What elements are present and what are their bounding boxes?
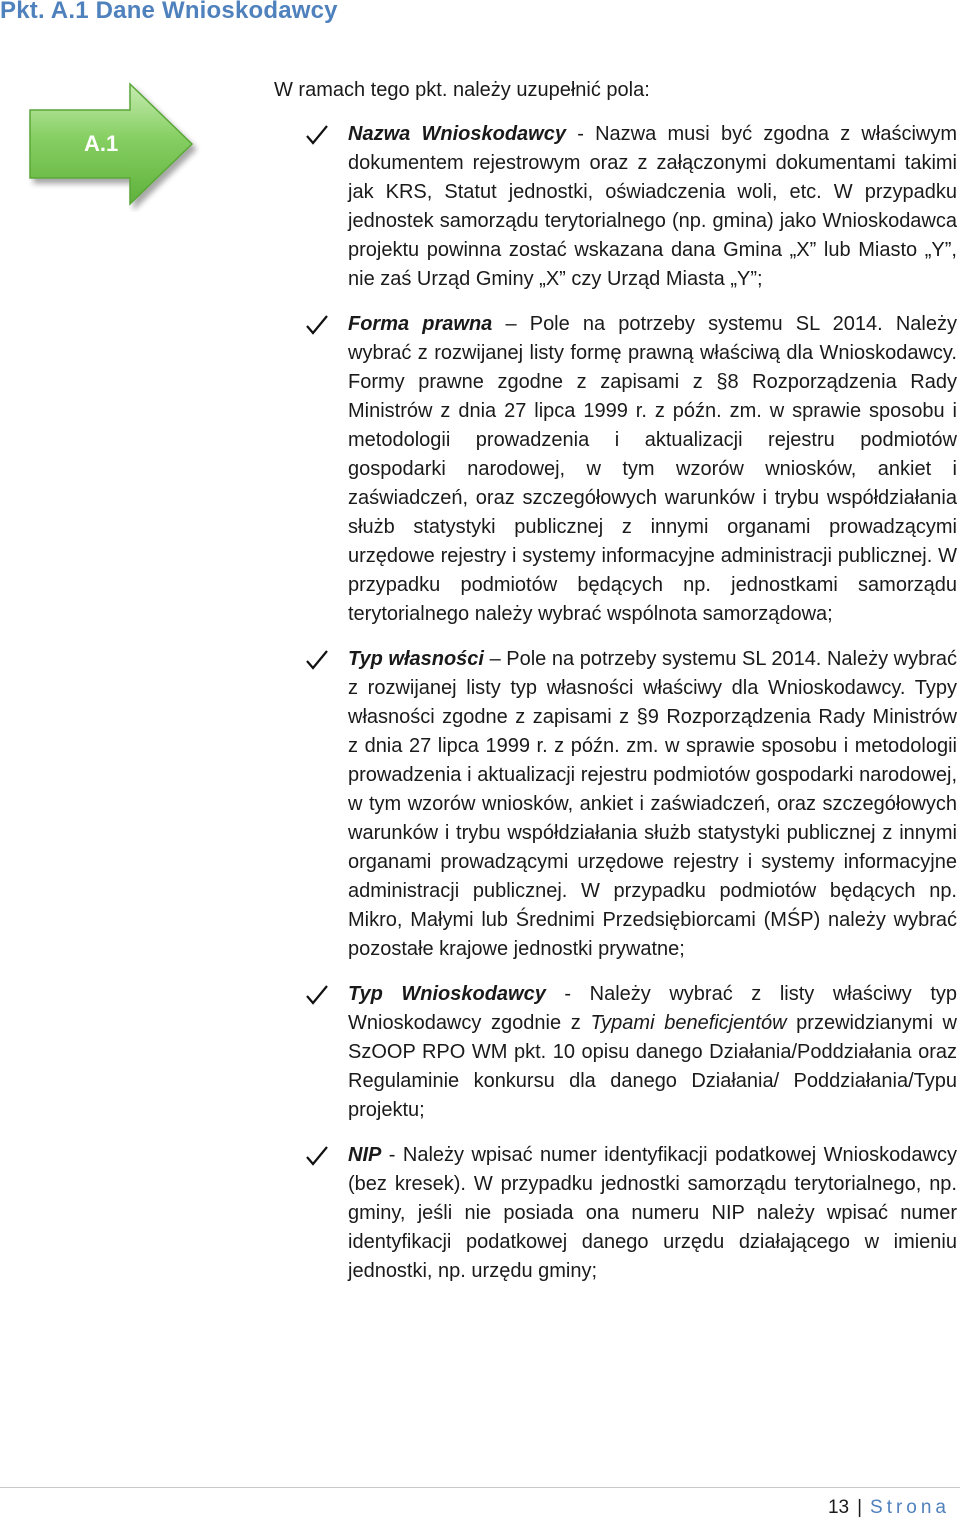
item-text [348,310,957,629]
item-term: Forma prawna [348,313,493,335]
list-item [305,310,957,629]
list-item [305,1141,957,1286]
list-item [305,120,957,294]
item-body: - Nazwa musi być zgodna z właściwym dokumentem rejestrowym oraz z załączonymi dokumentami takimi jak KRS, Statut jednostki, oświadczenia woli, etc. W przypadku jednostek samorządu terytorialnego (np. gmina) jako Wnioskodawca projektu powinna zostać wskazana dana Gmina „X” lub Miasto „Y”, nie zaś Urząd Gminy „X” czy Urząd Miasta „Y”; [348,123,957,290]
list-item [305,980,957,1125]
item-body: - Należy wpisać numer identyfikacji podatkowej Wnioskodawcy (bez kresek). W przypadku jednostki samorządu terytorialnego, np. gminy, jeśli nie posiada ona numeru NIP należy wpisać numer identyfikacji podatkowej danego urzędu działającego w imieniu jednostki, np. urzędu gminy; [348,1144,957,1282]
page-title: Pkt. A.1 Dane Wnioskodawcy [0,0,338,24]
item-term: Typ Wnioskodawcy [348,983,546,1005]
item-term: Typ własności [348,648,484,670]
check-icon [305,314,329,336]
item-body: przewidzianymi w SzOOP RPO WM pkt. 10 opisu danego Działania/Poddziałania oraz Regulaminie konkursu dla danego Działania/ Poddziałania/Typu projektu; [348,1012,958,1121]
item-term: Nazwa Wnioskodawcy [348,123,566,145]
check-icon [305,124,329,146]
item-text [348,980,957,1125]
intro-text: W ramach tego pkt. należy uzupełnić pola: [274,79,650,101]
field-list [305,120,957,1302]
section-marker-label: A.1 [84,131,119,156]
check-icon [305,1145,329,1167]
footer-divider [0,1487,960,1488]
item-body: – Pole na potrzeby systemu SL 2014. Należy wybrać z rozwijanej listy typ własności właściwy dla Wnioskodawcy. Typy własności zgodne z zapisami z §9 Rozporządzenia Rady Ministrów z dnia 27 lipca 1999 r. z późn. zm. w sprawie sposobu i metodologii prowadzenia i aktualizacji rejestru podmiotów gospodarki narodowej, w tym wzorów wniosków, ankiet i zaświadczeń, oraz szczegółowych warunków i trybu współdziałania służb statystyki publicznej z innymi organami prowadzącymi urzędowe rejestry i systemy informacyjne administracji publicznej. W przypadku podmiotów będących np. Mikro, Małymi lub Średnimi Przedsiębiorcami (MŚP) należy wybrać pozostałe krajowe jednostki prywatne; [348,648,958,960]
check-icon [305,649,329,671]
check-icon [305,984,329,1006]
item-text [348,120,957,294]
page-footer [828,1497,950,1519]
list-item [305,645,957,964]
footer-separator: | [857,1497,863,1518]
item-text [348,645,957,964]
item-body-italic: Typami beneficjentów [590,1012,787,1034]
item-term: NIP [348,1144,382,1166]
item-text [348,1141,957,1286]
item-body: - Należy wybrać z listy właściwy typ Wnioskodawcy zgodnie z [348,983,957,1034]
item-body: – Pole na potrzeby systemu SL 2014. Należy wybrać z rozwijanej listy formę prawną właściwą dla Wnioskodawcy. Formy prawne zgodne z zapisami z §8 Rozporządzenia Rady Ministrów z dnia 27 lipca 1999 r. z późn. zm. w sprawie sposobu i metodologii prowadzenia i aktualizacji rejestru podmiotów gospodarki narodowej, w tym wzorów wniosków, ankiet i zaświadczeń, oraz szczegółowych warunków i trybu współdziałania służb statystyki publicznej z innymi organami prowadzącymi urzędowe rejestry i systemy informacyjne administracji publicznej. W przypadku podmiotów będących np. jednostkami samorządu terytorialnego należy wybrać wspólnota samorządowa; [348,313,957,625]
page-number: 13 [827,1497,850,1518]
page-word: Strona [870,1497,950,1518]
